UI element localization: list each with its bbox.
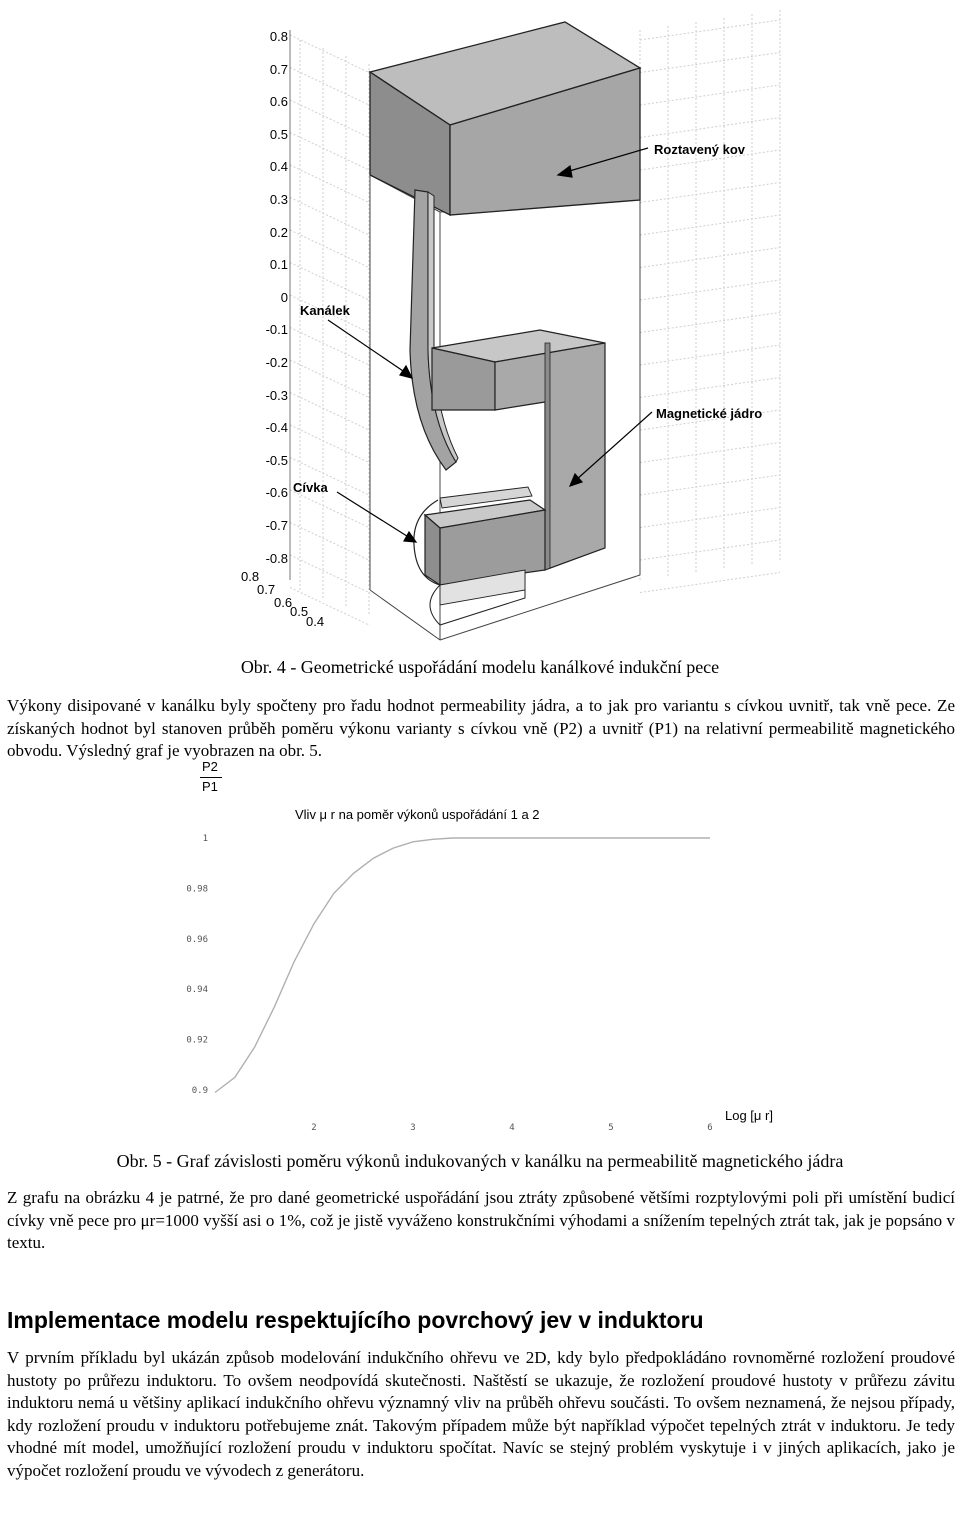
grid-line: [640, 20, 780, 40]
y-tick-label: 1: [202, 834, 208, 844]
grid-line: [290, 263, 370, 301]
grid-line: [290, 425, 370, 463]
axis-tick-label: 0.4: [269, 159, 288, 175]
paragraph-2: [7, 1187, 955, 1255]
grid-line: [290, 490, 370, 528]
channel: [410, 190, 458, 470]
axis-tick-label: 0.5: [269, 126, 288, 142]
x-tick-label: 5: [608, 1123, 614, 1133]
callout-molten-metal: Roztavený kov: [654, 142, 746, 157]
y-tick-label: 0.94: [186, 985, 208, 996]
callout-coil: Cívka: [293, 480, 328, 495]
grid-line: [640, 540, 780, 560]
molten-metal-block: [370, 22, 640, 215]
axis-tick-label: -0.2: [265, 355, 288, 370]
grid-line: [640, 475, 780, 495]
x-tick-label: 6: [707, 1123, 713, 1133]
grid-line: [290, 35, 370, 73]
grid-line: [640, 85, 780, 105]
grid-line: [640, 378, 780, 398]
x-axis-label: Log [μ r]: [725, 1108, 773, 1123]
axis-tick-label: 0: [280, 289, 288, 305]
callout-magnetic-core: Magnetické jádro: [656, 406, 763, 421]
x-tick-label: 2: [311, 1123, 317, 1133]
grid-line: [290, 555, 370, 593]
grid-line: [290, 230, 370, 268]
grid-line: [640, 248, 780, 268]
figure-5: [150, 755, 810, 1145]
axis-tick-label: -0.4: [265, 420, 288, 436]
grid-line: [290, 198, 370, 236]
depth-tick-label: 0.5: [290, 604, 309, 619]
depth-tick-label: 0.7: [257, 582, 276, 597]
axis-tick-label: 0.6: [269, 94, 288, 110]
axis-tick-label: 0.2: [269, 224, 288, 240]
callout-channel: Kanálek: [300, 303, 350, 318]
figure-5-caption: Obr. 5 - Graf závislosti poměru výkonů indukovaných v kanálku na permeabilitě magnetického jádra: [116, 1151, 844, 1171]
axis-tick-label: -0.3: [265, 387, 288, 403]
grid-line: [290, 68, 370, 106]
grid-line: [640, 280, 780, 300]
x-tick-label: 4: [509, 1123, 515, 1133]
grid-line: [290, 133, 370, 171]
axis-tick-label: -0.1: [265, 322, 288, 338]
axis-tick-label: 0.7: [269, 61, 288, 77]
p2-p1-line: [215, 838, 710, 1093]
grid-line: [640, 313, 780, 333]
grid-line: [640, 573, 780, 593]
figure-4-caption: Obr. 4 - Geometrické uspořádání modelu kanálkové indukční pece: [240, 657, 720, 677]
grid-line: [640, 508, 780, 528]
figure-4: [0, 0, 960, 650]
depth-tick-label: 0.4: [306, 614, 325, 629]
grid-line: [640, 215, 780, 235]
chart-title: Vliv μ r na poměr výkonů uspořádání 1 a 2: [295, 807, 540, 822]
grid-line: [290, 523, 370, 561]
grid-line: [290, 328, 370, 366]
axis-tick-label: -0.5: [265, 452, 288, 468]
figure-4-drawing: [0, 0, 960, 650]
axis-tick-label: 0.8: [269, 29, 288, 44]
grid-line: [290, 165, 370, 203]
y-tick-label: 0.96: [186, 934, 208, 945]
grid-line: [640, 183, 780, 203]
grid-line: [290, 360, 370, 398]
grid-line: [290, 393, 370, 431]
grid-line: [290, 100, 370, 138]
x-tick-label: 3: [410, 1123, 416, 1133]
chart-plot: [150, 755, 810, 1145]
grid-line: [640, 53, 780, 73]
axis-tick-label: -0.7: [265, 518, 288, 533]
y-tick-label: 0.92: [186, 1035, 208, 1046]
paragraph-2-text: Z grafu na obrázku 4 je patrné, že pro dané geometrické uspořádání jsou ztráty způsobené většími rozptylovými poli při umístění budicí cívky vně pece pro μr=1000 vyšší asi o 1%, což je jistě vyváženo konstrukčními výhodami a snížením tepelných ztrát tak, jak je popsáno v textu.: [7, 1188, 955, 1252]
axis-tick-label: -0.8: [265, 550, 288, 566]
depth-tick-label: 0.6: [274, 595, 293, 610]
depth-tick-label: 0.8: [241, 569, 260, 584]
axis-tick-label: 0.3: [269, 192, 288, 207]
grid-line: [640, 118, 780, 138]
y-tick-label: 0.98: [186, 884, 208, 895]
axis-tick-label: -0.6: [265, 485, 288, 501]
paragraph-1: Výkony disipované v kanálku byly spočteny pro řadu hodnot permeability jádra, a to jak pro variantu s cívkou uvnitř, tak vně pece. Ze získaných hodnot byl stanoven průběh poměru výkonu varianty s cívkou vně (P2) a uvnitř (P1) na relativní permeabilitě magnetického obvodu. Výsledný graf je vyobrazen na obr. 5.: [7, 696, 955, 760]
grid-line: [640, 345, 780, 365]
y-tick-label: 0.9: [191, 1086, 208, 1096]
y-axis-label-numerator: P2: [202, 759, 218, 774]
grid-line: [640, 443, 780, 463]
axis-tick-label: 0.1: [269, 257, 288, 273]
paragraph-3: V prvním příkladu byl ukázán způsob modelování indukčního ohřevu ve 2D, kdy bylo předpokládáno rovnoměrné rozložení proudové hustoty po průřezu induktoru. To ovšem neodpovídá skutečnosti. Naštěstí se ukazuje, že rozložení proudové hustoty v průřezu závitu induktoru nemá u většiny aplikací indukčního ohřevu významný vliv na průběh ohřevu součásti. To ovšem neznamená, že nejsou případy, kdy rozložení proudu v induktoru potřebujeme znát. Takovým případem může být například výpočet tepelných ztrát v induktoru. Je tedy vhodné mít model, umožňující rozložení proudu v induktoru spočítat. Navíc se stejný problém vyskytuje i v jiných aplikacích, jako je výpočet rozložení proudu ve vývodech z generátoru.: [7, 1348, 955, 1480]
y-axis-label-denominator: P1: [202, 779, 218, 794]
section-heading: Implementace modelu respektujícího povrchový jev v induktoru: [7, 1307, 704, 1333]
